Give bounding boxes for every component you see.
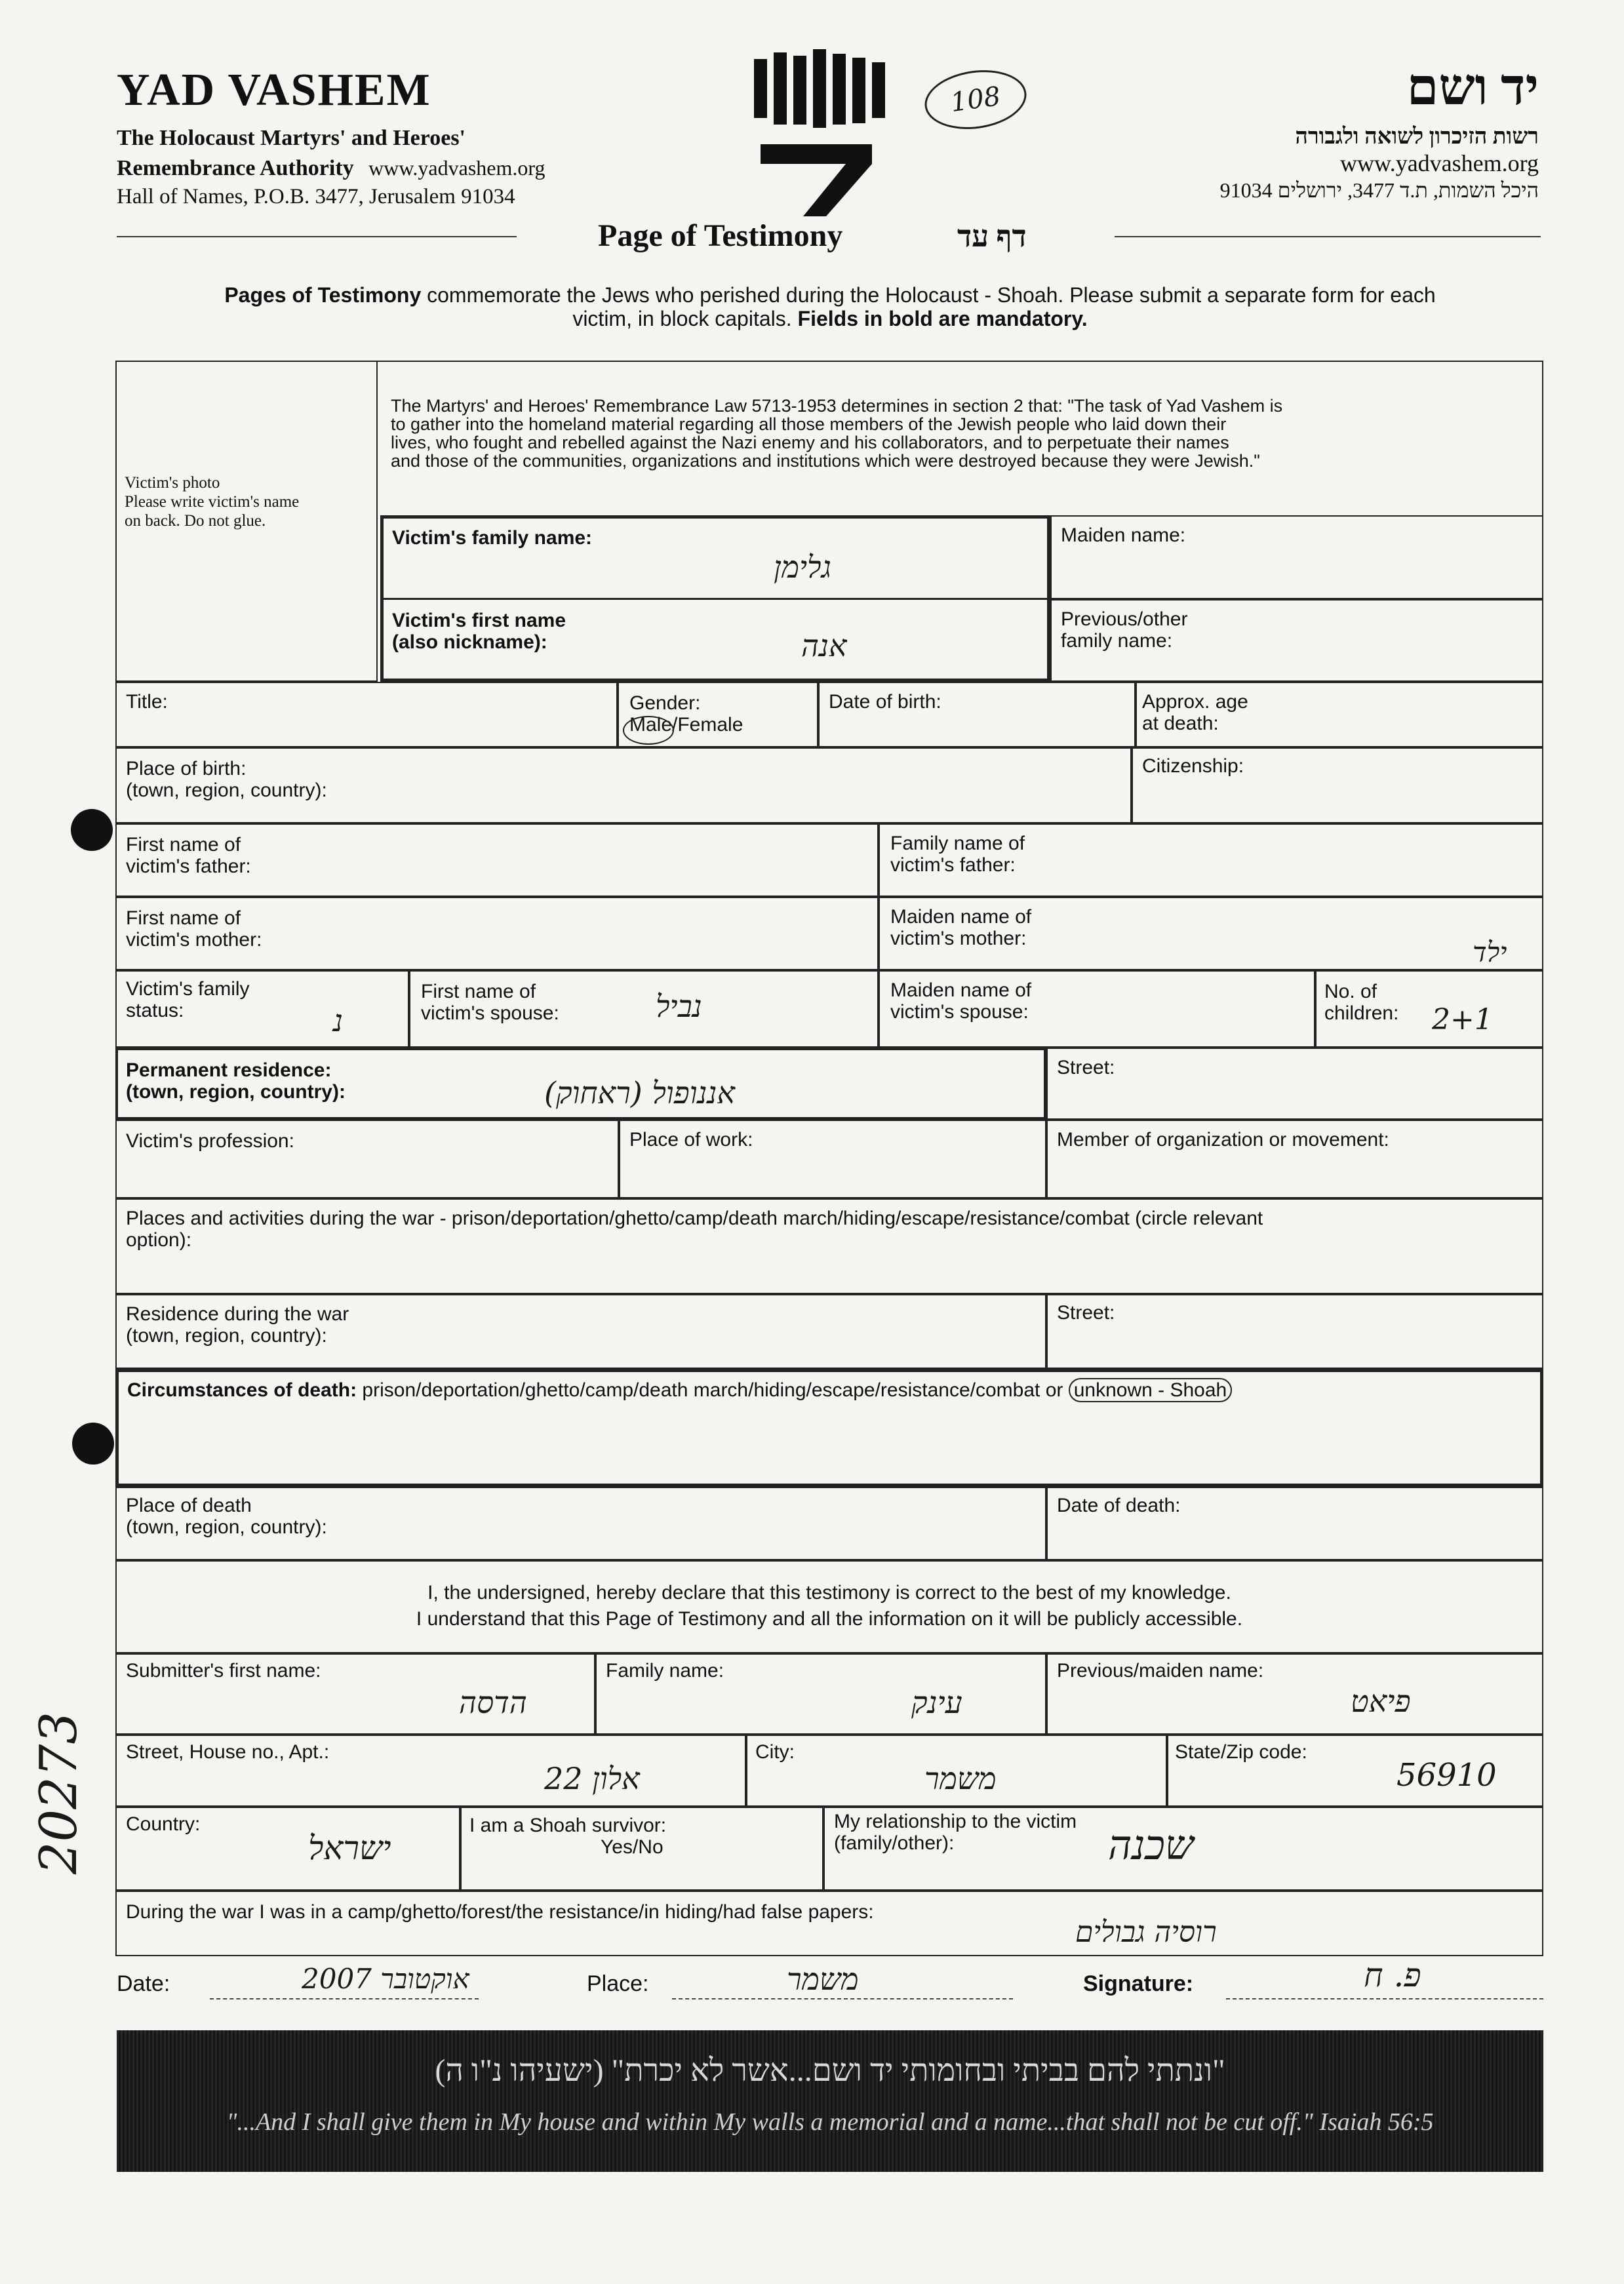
address-city-label: City: (755, 1741, 795, 1763)
address-he: היכל השמות, ת.ד 3477, ירושלים 91034 (1219, 178, 1539, 202)
photo-instruction-1: Please write victim's name (125, 493, 300, 511)
intro-bold: Pages of Testimony (224, 283, 422, 307)
spouse-first-value[interactable]: נביל (656, 989, 702, 1024)
submitter-first-label: Submitter's first name: (126, 1660, 321, 1682)
street-label: Street: (1057, 1057, 1115, 1078)
pob-label (126, 758, 327, 801)
war-places-label-1: Places and activities during the war - prison/deportation/ghetto/camp/death march/hiding/escape/resistance/combat (circle relevant (126, 1208, 1263, 1229)
authority-en-name: Remembrance Authority (117, 156, 354, 180)
pob-label-1: Place of birth: (126, 758, 247, 779)
address-zip-value[interactable]: 56910 (1396, 1757, 1497, 1794)
spouse-maiden-label (890, 979, 1031, 1023)
first-name-value[interactable]: אנה (801, 628, 847, 663)
place-line (672, 1998, 1013, 1999)
prev-family-label (1061, 608, 1187, 652)
circumstances-label (127, 1379, 1232, 1401)
father-family-label (890, 833, 1025, 876)
relationship-label-2: (family/other): (834, 1832, 955, 1854)
circumstances-unknown-circled[interactable]: unknown - Shoah (1069, 1378, 1233, 1402)
member-label: Member of organization or movement: (1057, 1129, 1389, 1151)
photo-instructions (125, 473, 299, 530)
children-note: ילד (1473, 936, 1507, 968)
war-residence-label (126, 1303, 349, 1347)
children-label-2: children: (1324, 1002, 1399, 1024)
family-status-label-2: status: (126, 1000, 184, 1021)
spouse-first-label-1: First name of (421, 981, 536, 1002)
relationship-value[interactable]: שכנה (1108, 1821, 1194, 1869)
family-name-label: Victim's family name: (392, 527, 593, 549)
law-line-1: The Martyrs' and Heroes' Remembrance Law 5713-1953 determines in section 2 that: "The task of Yad Vashem is (391, 396, 1283, 416)
website-en: www.yadvashem.org (368, 156, 545, 180)
submitter-family-value[interactable]: עינק (911, 1685, 962, 1720)
age-label-1: Approx. age (1142, 691, 1248, 713)
children-label (1324, 981, 1398, 1024)
spouse-first-label (421, 981, 559, 1024)
signature-label: Signature: (1083, 1971, 1194, 1996)
declaration-text (115, 1580, 1543, 1632)
spouse-first-label-2: victim's spouse: (421, 1002, 559, 1024)
first-name-label (392, 610, 566, 653)
photo-label: Victim's photo (125, 474, 220, 492)
submitter-prev-value[interactable]: פיאט (1351, 1683, 1411, 1719)
family-name-value[interactable]: גלימן (774, 549, 831, 585)
workplace-label: Place of work: (629, 1129, 753, 1151)
intro-text (117, 283, 1543, 330)
first-name-label-1: Victim's first name (392, 610, 566, 631)
footer-quote-he: "ונתתי להם בביתי ובחומותי יד ושם...אשר לא יכרת" (ישעיהו נ"ו ה) (435, 2053, 1225, 2088)
age-label (1142, 691, 1248, 734)
org-name-he: יד ושם (1406, 58, 1539, 115)
war-residence-label-1: Residence during the war (126, 1303, 349, 1325)
spouse-maiden-label-2: victim's spouse: (890, 1001, 1029, 1023)
street-cell[interactable] (1046, 1048, 1543, 1120)
submitter-first-value[interactable]: הדסה (459, 1685, 527, 1720)
address-zip-label: State/Zip code: (1175, 1741, 1307, 1763)
declaration-line-1: I, the undersigned, hereby declare that this testimony is correct to the best of my knowledge. (427, 1582, 1231, 1604)
family-status-label (126, 978, 250, 1021)
submitter-family-label: Family name: (606, 1660, 724, 1682)
family-status-label-1: Victim's family (126, 978, 250, 1000)
mother-maiden-label (890, 906, 1031, 949)
pod-label-2: (town, region, country): (126, 1516, 327, 1538)
war-submitter-cell[interactable] (115, 1891, 1543, 1956)
circumstances-options: prison/deportation/ghetto/camp/death march/hiding/escape/resistance/combat or (357, 1379, 1069, 1401)
age-label-2: at death: (1142, 713, 1219, 734)
org-name-en: YAD VASHEM (117, 65, 431, 115)
pod-label-1: Place of death (126, 1495, 252, 1516)
pob-label-2: (town, region, country): (126, 779, 327, 801)
mother-first-label-2: victim's mother: (126, 929, 262, 951)
war-submitter-label: During the war I was in a camp/ghetto/forest/the resistance/in hiding/had false papers: (126, 1901, 874, 1923)
punch-hole-top (71, 809, 113, 851)
father-family-label-2: victim's father: (890, 854, 1016, 876)
mother-maiden-label-1: Maiden name of (890, 906, 1032, 928)
authority-en-line2 (117, 156, 545, 181)
place-value[interactable]: משמר (787, 1961, 859, 1997)
footer-quote-en: "...And I shall give them in My house and within My walls a memorial and a name...that shall not be cut off." Isaiah 56:5 (226, 2108, 1434, 2136)
relationship-label-1: My relationship to the victim (834, 1811, 1077, 1832)
header-rule-right (1115, 236, 1541, 237)
gender-label-text: Gender: (629, 692, 701, 714)
mother-first-label (126, 907, 262, 951)
submitter-prev-label: Previous/maiden name: (1057, 1660, 1264, 1682)
name-block-divider (380, 598, 1050, 600)
war-street-label: Street: (1057, 1302, 1115, 1324)
law-line-3: lives, who fought and rebelled against the Nazi enemy and his collaborators, and to perpetuate their names (391, 433, 1229, 452)
survivor-value[interactable]: Yes/No (601, 1836, 663, 1858)
intro-rest: commemorate the Jews who perished during the Holocaust - Shoah. Please submit a separate form for each (421, 283, 1436, 307)
gender-circle (623, 716, 674, 745)
relationship-label (834, 1811, 1077, 1854)
father-first-label (126, 834, 251, 877)
website-he: www.yadvashem.org (1340, 150, 1539, 176)
place-label: Place: (587, 1971, 649, 1996)
war-street-cell[interactable] (1046, 1294, 1543, 1369)
citizenship-label: Citizenship: (1142, 755, 1244, 777)
maiden-name-label: Maiden name: (1061, 524, 1186, 546)
intro-line2: victim, in block capitals. (572, 307, 798, 330)
spouse-maiden-label-1: Maiden name of (890, 979, 1032, 1001)
father-first-label-2: victim's father: (126, 856, 251, 877)
date-line (210, 1998, 479, 1999)
father-first-label-1: First name of (126, 834, 241, 856)
address-street-value[interactable]: אלון 22 (544, 1761, 640, 1796)
residence-value[interactable]: אננופול (ראחוק) (544, 1075, 736, 1111)
country-label: Country: (126, 1813, 201, 1835)
punch-hole-bottom (72, 1423, 114, 1465)
title-cell[interactable] (115, 682, 618, 747)
dod-label: Date of death: (1057, 1495, 1181, 1516)
header-rule-left (117, 236, 517, 237)
photo-instruction-2: on back. Do not glue. (125, 512, 266, 530)
address-en: Hall of Names, P.O.B. 3477, Jerusalem 91034 (117, 185, 515, 208)
prev-family-label-2: family name: (1061, 630, 1173, 652)
circumstances-label-bold: Circumstances of death: (127, 1379, 357, 1401)
war-places-label (126, 1208, 1535, 1251)
first-name-label-2: (also nickname): (392, 631, 547, 653)
date-label: Date: (117, 1971, 170, 1996)
law-text (391, 397, 1532, 470)
authority-en-line1: The Holocaust Martyrs' and Heroes' (117, 126, 465, 150)
stamp-number: 108 (921, 64, 1031, 136)
war-submitter-value[interactable]: רוסיה גבולים (1075, 1916, 1217, 1949)
footer-quote-band (117, 2030, 1543, 2172)
residence-label-1: Permanent residence: (126, 1059, 332, 1081)
title-label: Title: (126, 691, 168, 713)
survivor-label-text: I am a Shoah survivor: (469, 1815, 667, 1836)
prev-family-label-1: Previous/other (1061, 608, 1188, 630)
form-title-he: דף עד (957, 220, 1027, 253)
side-number: 20273 (30, 1711, 89, 1875)
mother-maiden-label-2: victim's mother: (890, 928, 1027, 949)
law-line-2: to gather into the homeland material regarding all those members of the Jewish people who laid down their (391, 414, 1227, 434)
family-status-value[interactable]: נ (333, 1003, 343, 1038)
residence-label-2: (town, region, country): (126, 1081, 346, 1103)
gender-value[interactable]: Male/Female (629, 714, 743, 736)
country-value[interactable]: ישראל (308, 1829, 391, 1867)
children-value[interactable]: 2+1 (1432, 1003, 1493, 1036)
date-value[interactable]: אוקטובר 2007 (302, 1963, 469, 1995)
signature-value[interactable]: פ. ח (1364, 1956, 1421, 1994)
pod-label (126, 1495, 327, 1538)
war-residence-label-2: (town, region, country): (126, 1325, 327, 1347)
dob-label: Date of birth: (829, 691, 941, 713)
authority-he: רשות הזיכרון לשואה ולגבורה (1295, 125, 1539, 149)
war-places-label-2: option): (126, 1229, 192, 1251)
address-city-value[interactable]: משמר (924, 1761, 997, 1796)
survivor-label (469, 1815, 666, 1858)
address-street-label: Street, House no., Apt.: (126, 1741, 330, 1763)
residence-label (126, 1059, 346, 1103)
yad-vashem-logo (747, 46, 898, 243)
signature-line (1226, 1998, 1543, 1999)
children-label-1: No. of (1324, 981, 1377, 1002)
father-family-label-1: Family name of (890, 833, 1025, 854)
law-line-4: and those of the communities, organizations and institutions which were destroyed because they were Jewish." (391, 451, 1260, 471)
intro-mandatory: Fields in bold are mandatory. (797, 307, 1088, 330)
profession-label: Victim's profession: (126, 1130, 294, 1152)
declaration-line-2: I understand that this Page of Testimony and all the information on it will be publicly accessible. (416, 1608, 1243, 1630)
form-title-en: Page of Testimony (598, 218, 843, 253)
mother-first-label-1: First name of (126, 907, 241, 929)
